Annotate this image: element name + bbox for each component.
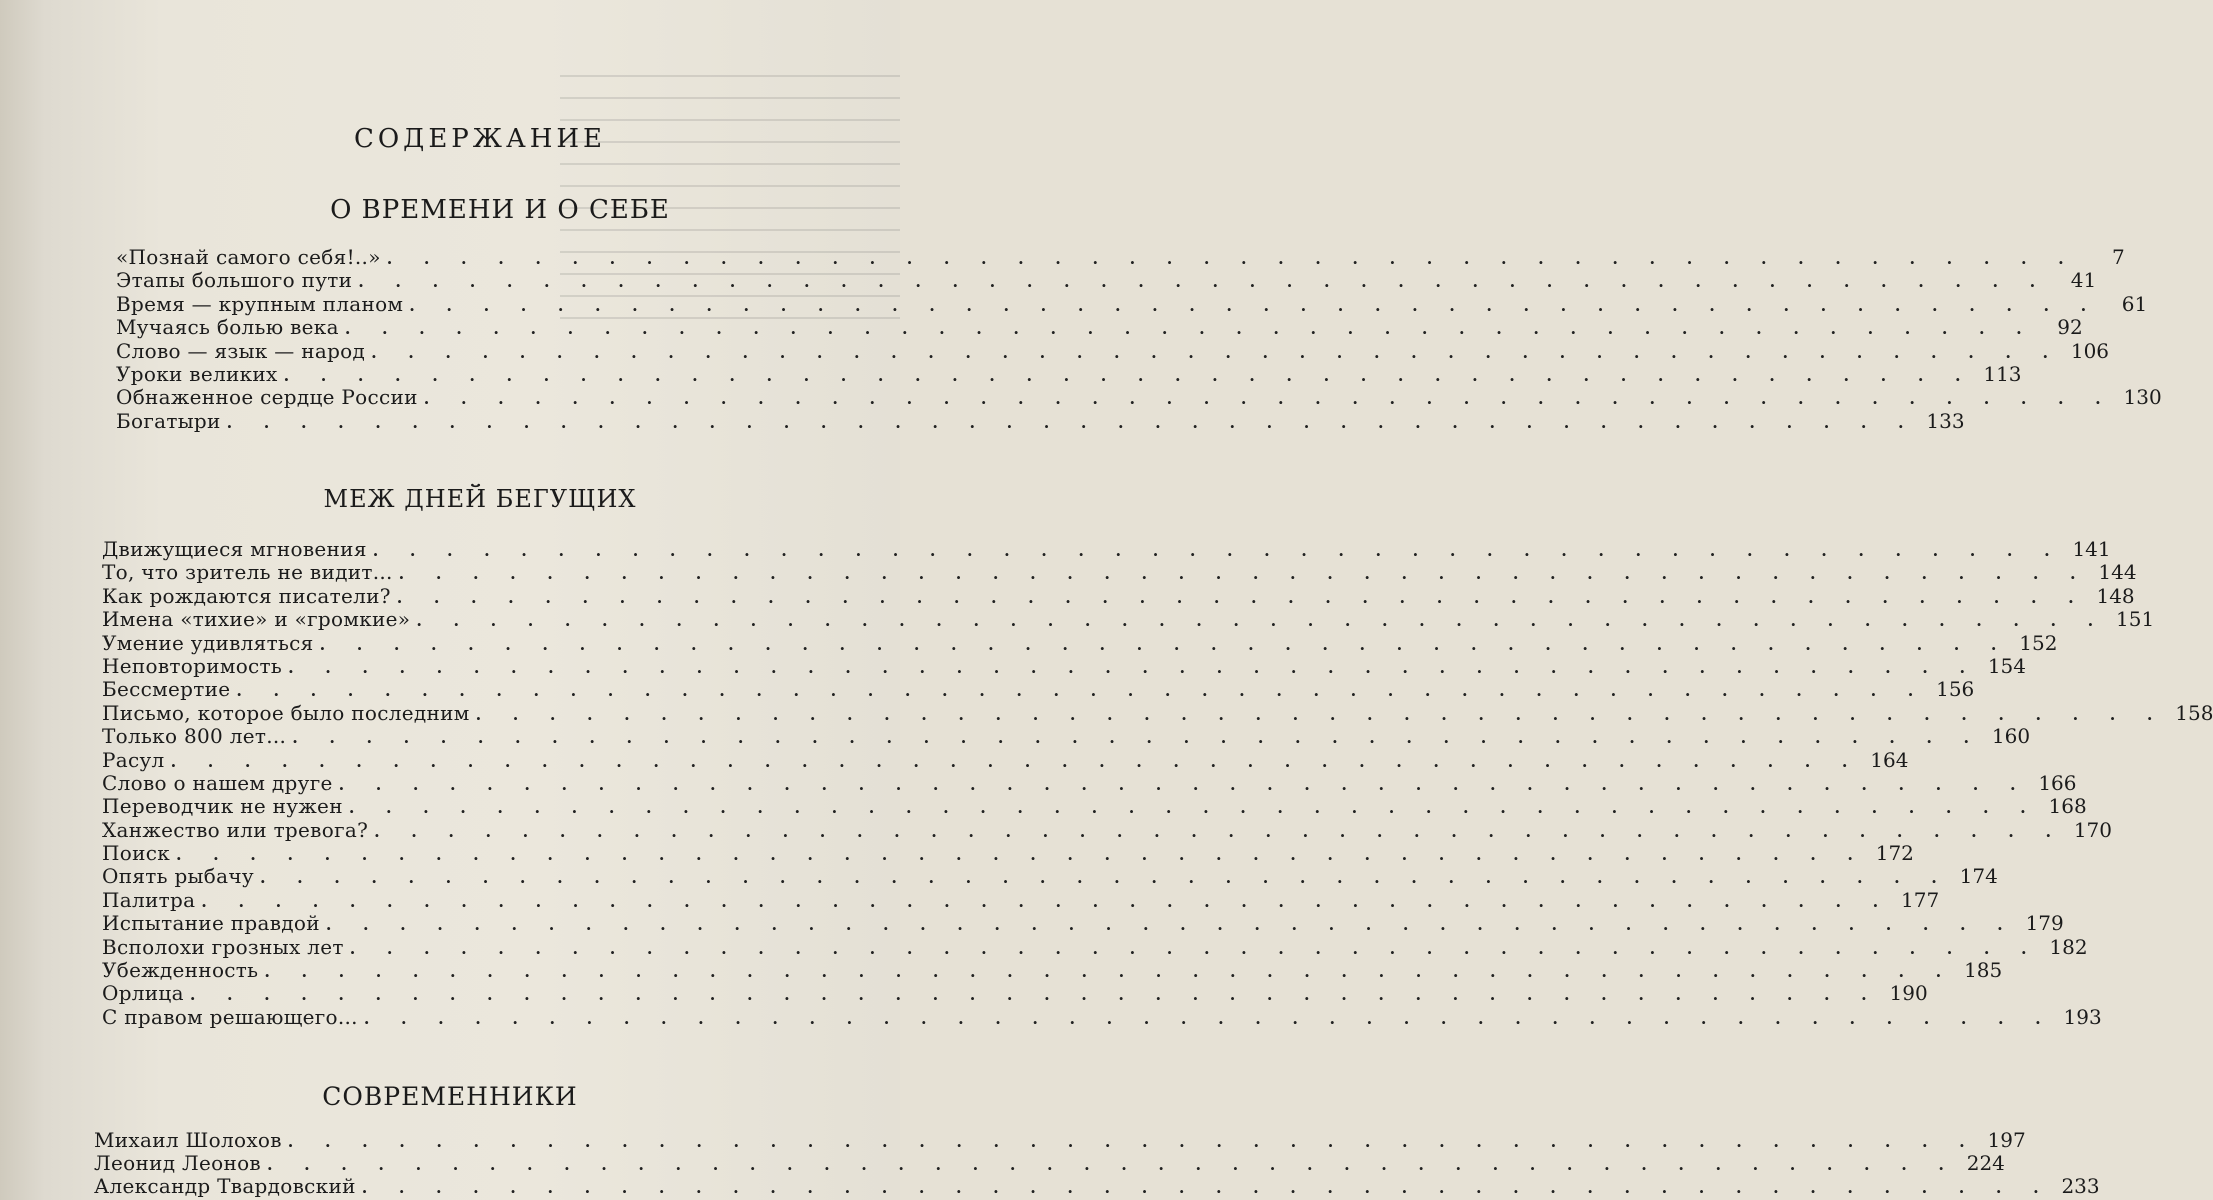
entry-page-number: 41 bbox=[2070, 268, 2097, 293]
entry-title: Как рождаются писатели? bbox=[102, 583, 391, 608]
entry-title: Ханжество или тревога? bbox=[102, 817, 369, 842]
toc-entry bbox=[94, 1128, 2026, 1152]
toc-entry bbox=[102, 864, 1998, 889]
toc-entry bbox=[102, 630, 2058, 655]
toc-entry bbox=[102, 794, 2087, 819]
entry-title: Письмо, которое было последним bbox=[102, 700, 470, 725]
toc-entry bbox=[102, 1004, 2102, 1029]
toc-entry bbox=[102, 537, 2111, 561]
dot-leader: . . . . . . . . . . . . . . . . . . . . . . . . . . . . . . . . . . . . . . . . . . . . . . bbox=[358, 272, 2049, 292]
entry-title: Слово — язык — народ bbox=[116, 338, 366, 363]
toc-entry bbox=[94, 1151, 2005, 1175]
entry-page-number: 172 bbox=[1875, 841, 1914, 866]
entry-title: Бессмертие bbox=[102, 677, 231, 702]
entry-page-number: 185 bbox=[1964, 958, 2003, 983]
dot-leader: . . . . . . . . . . . . . . . . . . . . . . . . . . . . . . . . . . . . . . . . . . . . . . bbox=[423, 389, 2114, 409]
toc-entry bbox=[102, 583, 2135, 608]
toc-entry bbox=[116, 245, 2125, 269]
entry-page-number: 190 bbox=[1889, 981, 1928, 1006]
toc-entry bbox=[102, 653, 2027, 678]
section-heading-1: О ВРЕМЕНИ И О СЕБЕ bbox=[330, 195, 670, 225]
dot-leader: . . . . . . . . . . . . . . . . . . . . . . . . . . . . . . . . . . . . . . . . . . . . . . bbox=[283, 365, 1974, 385]
entry-page-number: 174 bbox=[1959, 864, 1998, 889]
dot-leader: . . . . . . . . . . . . . . . . . . . . . . . . . . . . . . . . . . . . . . . . . . . . . . bbox=[409, 295, 2100, 315]
toc-entry bbox=[116, 408, 1965, 433]
toc-entry bbox=[102, 607, 2155, 632]
entry-title: Александр Твардовский bbox=[94, 1174, 356, 1198]
entry-title: Этапы большого пути bbox=[116, 268, 353, 293]
entry-title: Время — крупным планом bbox=[116, 291, 404, 316]
entry-title: «Познай самого себя!..» bbox=[116, 245, 381, 269]
entry-page-number: 152 bbox=[2019, 630, 2058, 655]
toc-entry bbox=[116, 361, 2022, 386]
toc-entry bbox=[102, 770, 2077, 795]
dot-leader: . . . . . . . . . . . . . . . . . . . . . . . . . . . . . . . . . . . . . . . . . . . . . . bbox=[292, 728, 1983, 748]
dot-leader: . . . . . . . . . . . . . . . . . . . . . . . . . . . . . . . . . . . . . . . . . . . . . . bbox=[371, 342, 2062, 362]
page-title: СОДЕРЖАНИЕ bbox=[353, 124, 607, 154]
entry-title: Неповторимость bbox=[102, 653, 283, 678]
entry-page-number: 156 bbox=[1936, 677, 1975, 702]
dot-leader: . . . . . . . . . . . . . . . . . . . . . . . . . . . . . . . . . . . . . . . . . . . . . . bbox=[189, 985, 1880, 1005]
dot-leader: . . . . . . . . . . . . . . . . . . . . . . . . . . . . . . . . . . . . . . . . . . . . . . bbox=[236, 681, 1927, 701]
toc-entry bbox=[116, 338, 2110, 363]
toc-entry bbox=[102, 747, 1909, 772]
dot-leader: . . . . . . . . . . . . . . . . . . . . . . . . . . . . . . . . . . . . . . . . . . . . . . bbox=[348, 798, 2039, 818]
entry-page-number: 113 bbox=[1983, 361, 2022, 386]
entry-title: Только 800 лет... bbox=[102, 724, 287, 749]
entry-title: Слово о нашем друге bbox=[102, 770, 333, 795]
dot-leader: . . . . . . . . . . . . . . . . . . . . . . . . . . . . . . . . . . . . . . . . . . . . . . bbox=[325, 915, 2016, 935]
dot-leader: . . . . . . . . . . . . . . . . . . . . . . . . . . . . . . . . . . . . . . . . . . . . . . bbox=[287, 1132, 1978, 1151]
toc-list-2 bbox=[102, 537, 2213, 1029]
entry-page-number: 224 bbox=[1966, 1151, 2005, 1175]
toc-entry bbox=[102, 677, 1975, 702]
entry-title: Поиск bbox=[102, 841, 171, 866]
toc-list-3 bbox=[94, 1128, 2100, 1198]
dot-leader: . . . . . . . . . . . . . . . . . . . . . . . . . . . . . . . . . . . . . . . . . . . . . . bbox=[374, 821, 2065, 841]
entry-page-number: 7 bbox=[2111, 245, 2125, 269]
dot-leader: . . . . . . . . . . . . . . . . . . . . . . . . . . . . . . . . . . . . . . . . . . . . . . bbox=[319, 634, 2010, 654]
entry-page-number: 177 bbox=[1901, 887, 1940, 912]
entry-page-number: 193 bbox=[2063, 1004, 2102, 1029]
toc-entry bbox=[94, 1174, 2100, 1198]
toc-entry bbox=[102, 887, 1940, 912]
toc-entry bbox=[102, 911, 2064, 936]
entry-title: Испытание правдой bbox=[102, 911, 320, 936]
entry-page-number: 130 bbox=[2123, 385, 2162, 410]
entry-page-number: 168 bbox=[2048, 794, 2087, 819]
entry-page-number: 197 bbox=[1987, 1128, 2026, 1152]
entry-title: Умение удивляться bbox=[102, 630, 314, 655]
entry-title: Уроки великих bbox=[116, 361, 278, 386]
entry-title: Всполохи грозных лет bbox=[102, 934, 344, 959]
entry-title: Обнаженное сердце России bbox=[116, 385, 418, 410]
dot-leader: . . . . . . . . . . . . . . . . . . . . . . . . . . . . . . . . . . . . . . . . . . . . . . bbox=[176, 845, 1866, 865]
entry-page-number: 151 bbox=[2116, 607, 2155, 632]
entry-title: Богатыри bbox=[116, 408, 221, 433]
entry-page-number: 148 bbox=[2096, 583, 2135, 608]
entry-page-number: 164 bbox=[1870, 747, 1909, 772]
dot-leader: . . . . . . . . . . . . . . . . . . . . . . . . . . . . . . . . . . . . . . . . . . . . . . bbox=[386, 249, 2077, 268]
entry-page-number: 233 bbox=[2061, 1174, 2100, 1198]
dot-leader: . . . . . . . . . . . . . . . . . . . . . . . . . . . . . . . . . . . . . . . . . . . . . . bbox=[363, 1008, 2054, 1028]
entry-title: Имена «тихие» и «громкие» bbox=[102, 607, 411, 632]
toc-entry bbox=[102, 841, 1914, 866]
entry-page-number: 179 bbox=[2025, 911, 2064, 936]
entry-page-number: 166 bbox=[2038, 770, 2077, 795]
section-heading-3: СОВРЕМЕННИКИ bbox=[322, 1082, 578, 1111]
dot-leader: . . . . . . . . . . . . . . . . . . . . . . . . . . . . . . . . . . . . . . . . . . . . . . bbox=[475, 704, 2166, 724]
entry-page-number: 141 bbox=[2072, 537, 2111, 561]
entry-title: Михаил Шолохов bbox=[94, 1128, 282, 1152]
entry-title: Леонид Леонов bbox=[94, 1151, 261, 1175]
dot-leader: . . . . . . . . . . . . . . . . . . . . . . . . . . . . . . . . . . . . . . . . . . . . . . bbox=[267, 1155, 1957, 1174]
entry-page-number: 92 bbox=[2057, 315, 2083, 340]
entry-page-number: 160 bbox=[1991, 724, 2031, 749]
entry-page-number: 170 bbox=[2073, 817, 2113, 842]
dot-leader: . . . . . . . . . . . . . . . . . . . . . . . . . . . . . . . . . . . . . . . . . . . . . . bbox=[226, 412, 1917, 432]
toc-entry bbox=[116, 315, 2083, 340]
entry-page-number: 144 bbox=[2098, 560, 2137, 585]
dot-leader: . . . . . . . . . . . . . . . . . . . . . . . . . . . . . . . . . . . . . . . . . . . . . . bbox=[416, 611, 2107, 631]
toc-entry bbox=[116, 268, 2097, 293]
entry-page-number: 158 bbox=[2175, 700, 2213, 725]
dot-leader: . . . . . . . . . . . . . . . . . . . . . . . . . . . . . . . . . . . . . . . . . . . . . . bbox=[201, 891, 1892, 911]
entry-page-number: 182 bbox=[2049, 934, 2088, 959]
dot-leader: . . . . . . . . . . . . . . . . . . . . . . . . . . . . . . . . . . . . . . . . . . . . . . bbox=[349, 938, 2040, 958]
dot-leader: . . . . . . . . . . . . . . . . . . . . . . . . . . . . . . . . . . . . . . . . . . . . . . bbox=[361, 1178, 2052, 1197]
toc-list-1 bbox=[116, 245, 2162, 433]
entry-page-number: 154 bbox=[1987, 653, 2027, 678]
entry-title: Расул bbox=[102, 747, 165, 772]
entry-title: Палитра bbox=[102, 887, 196, 912]
section-heading-2: МЕЖ ДНЕЙ БЕГУЩИХ bbox=[323, 485, 637, 513]
dot-leader: . . . . . . . . . . . . . . . . . . . . . . . . . . . . . . . . . . . . . . . . . . . . . . bbox=[259, 868, 1950, 888]
toc-entry bbox=[102, 934, 2088, 959]
toc-entry bbox=[102, 724, 2031, 749]
toc-entry bbox=[116, 291, 2148, 316]
entry-title: С правом решающего... bbox=[102, 1004, 358, 1029]
toc-entry bbox=[102, 817, 2113, 842]
entry-page-number: 61 bbox=[2121, 291, 2148, 316]
toc-entry bbox=[102, 958, 2003, 983]
toc-entry bbox=[116, 385, 2162, 410]
entry-title: То, что зритель не видит... bbox=[102, 560, 393, 585]
entry-title: Мучаясь болью века bbox=[116, 315, 339, 340]
dot-leader: . . . . . . . . . . . . . . . . . . . . . . . . . . . . . . . . . . . . . . . . . . . . . . bbox=[396, 587, 2087, 607]
dot-leader: . . . . . . . . . . . . . . . . . . . . . . . . . . . . . . . . . . . . . . . . . . . . . . bbox=[170, 751, 1861, 771]
dot-leader: . . . . . . . . . . . . . . . . . . . . . . . . . . . . . . . . . . . . . . . . . . . . . . bbox=[338, 774, 2029, 794]
dot-leader: . . . . . . . . . . . . . . . . . . . . . . . . . . . . . . . . . . . . . . . . . . . . . . bbox=[264, 962, 1955, 982]
entry-title: Движущиеся мгновения bbox=[102, 537, 367, 561]
entry-page-number: 106 bbox=[2070, 338, 2110, 363]
dot-leader: . . . . . . . . . . . . . . . . . . . . . . . . . . . . . . . . . . . . . . . . . . . . . . bbox=[344, 319, 2035, 339]
entry-title: Убежденность bbox=[102, 958, 259, 983]
entry-title: Орлица bbox=[102, 981, 184, 1006]
dot-leader: . . . . . . . . . . . . . . . . . . . . . . . . . . . . . . . . . . . . . . . . . . . . . . bbox=[288, 657, 1979, 677]
entry-title: Опять рыбачу bbox=[102, 864, 254, 889]
toc-entry bbox=[102, 700, 2213, 725]
toc-entry bbox=[102, 981, 1928, 1006]
toc-entry bbox=[102, 560, 2137, 585]
entry-title: Переводчик не нужен bbox=[102, 794, 343, 819]
dot-leader: . . . . . . . . . . . . . . . . . . . . . . . . . . . . . . . . . . . . . . . . . . . . . . bbox=[372, 541, 2063, 560]
dot-leader: . . . . . . . . . . . . . . . . . . . . . . . . . . . . . . . . . . . . . . . . . . . . . . bbox=[398, 564, 2089, 584]
entry-page-number: 133 bbox=[1926, 408, 1965, 433]
